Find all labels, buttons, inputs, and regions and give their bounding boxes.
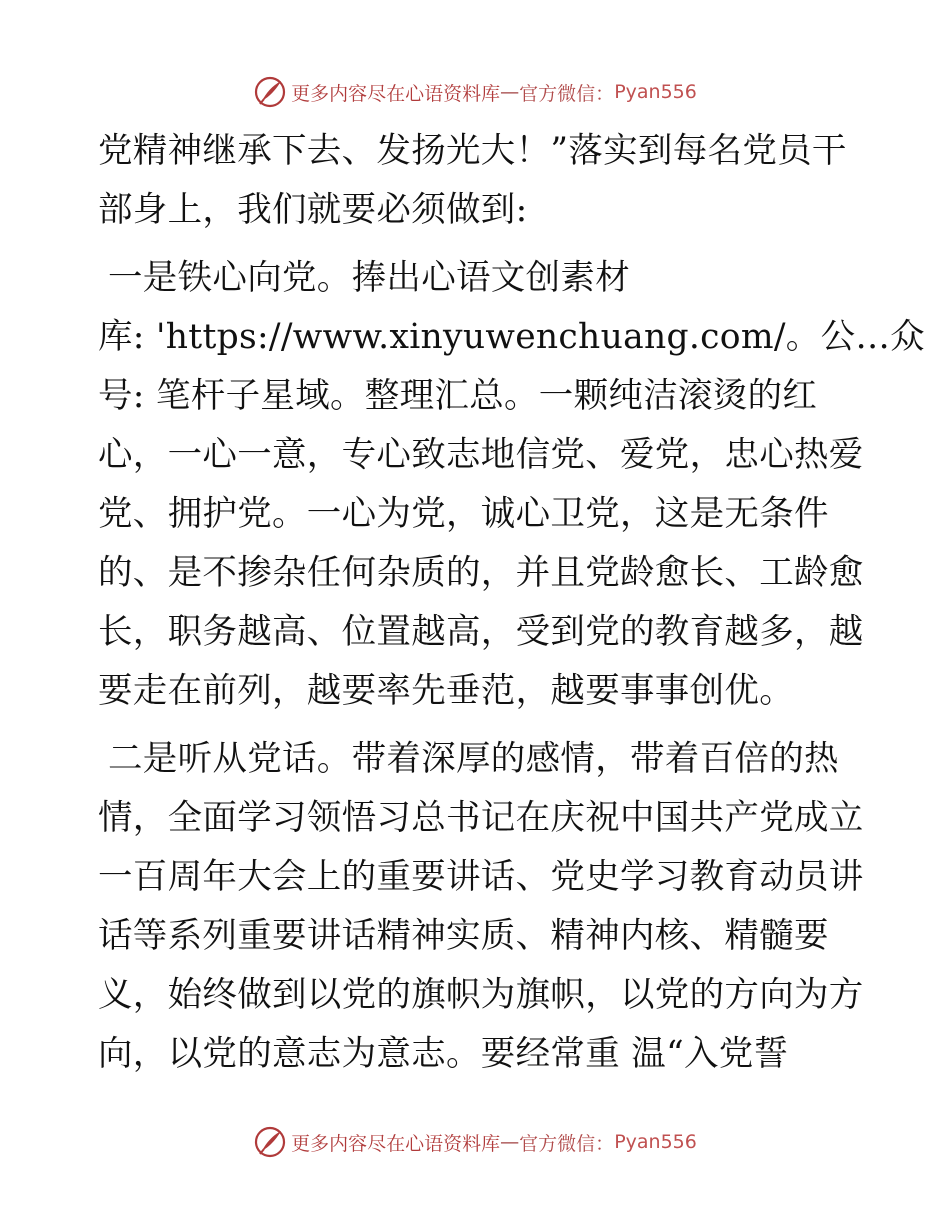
footer-watermark bbox=[0, 1122, 950, 1162]
text-line: 部身上，我们就要必须做到: bbox=[98, 190, 528, 230]
paragraph-heading-1: 一是铁心向党。捧出心语文创素材 bbox=[108, 258, 630, 298]
text-line: 向，以党的意志为意志。要经常重 温“入党誓 bbox=[98, 1034, 789, 1074]
watermark-text: 更多内容尽在心语资料库 bbox=[291, 1132, 501, 1155]
text-line: 一百周年大会上的重要讲话、党史学习教育动员讲 bbox=[98, 857, 864, 897]
text-line: 党、拥护党。一心为党，诚心卫党，这是无条件 bbox=[98, 494, 829, 534]
watermark-separator: — bbox=[500, 1131, 520, 1153]
text-line: 要走在前列，越要率先垂范，越要事事创优。 bbox=[98, 671, 794, 711]
feather-pen-logo-icon bbox=[253, 75, 287, 109]
watermark-id: Pyan556 bbox=[614, 1131, 697, 1153]
watermark-label: 官方微信： bbox=[519, 1132, 615, 1155]
text-line: 库: 'https://www.xinyuwenchuang.com/。公…众 bbox=[98, 317, 925, 357]
text-line: 的、是不掺杂任何杂质的，并且党龄愈长、工龄愈 bbox=[98, 553, 864, 593]
paragraph-heading-2: 二是听从党话。带着深厚的感情，带着百倍的热 bbox=[108, 739, 839, 779]
text-line: 心，一心一意，专心致志地信党、爱党，忠心热爱 bbox=[98, 435, 864, 475]
watermark-separator: — bbox=[500, 81, 520, 103]
text-line: 号: 笔杆子星域。整理汇总。一颗纯洁滚烫的红 bbox=[98, 376, 818, 416]
text-line: 情，全面学习领悟习总书记在庆祝中国共产党成立 bbox=[98, 798, 864, 838]
header-watermark bbox=[0, 72, 950, 112]
watermark-id: Pyan556 bbox=[614, 81, 697, 103]
text-line: 话等系列重要讲话精神实质、精神内核、精髓要 bbox=[98, 916, 829, 956]
text-line: 义，始终做到以党的旗帜为旗帜，以党的方向为方 bbox=[98, 975, 864, 1015]
text-line: 长，职务越高、位置越高，受到党的教育越多，越 bbox=[98, 612, 864, 652]
watermark-text: 更多内容尽在心语资料库 bbox=[291, 82, 501, 105]
document-body bbox=[98, 122, 925, 1084]
watermark-label: 官方微信： bbox=[519, 82, 615, 105]
feather-pen-logo-icon bbox=[253, 1125, 287, 1159]
text-line: 党精神继承下去、发扬光大！”落实到每名党员干 bbox=[98, 131, 847, 171]
